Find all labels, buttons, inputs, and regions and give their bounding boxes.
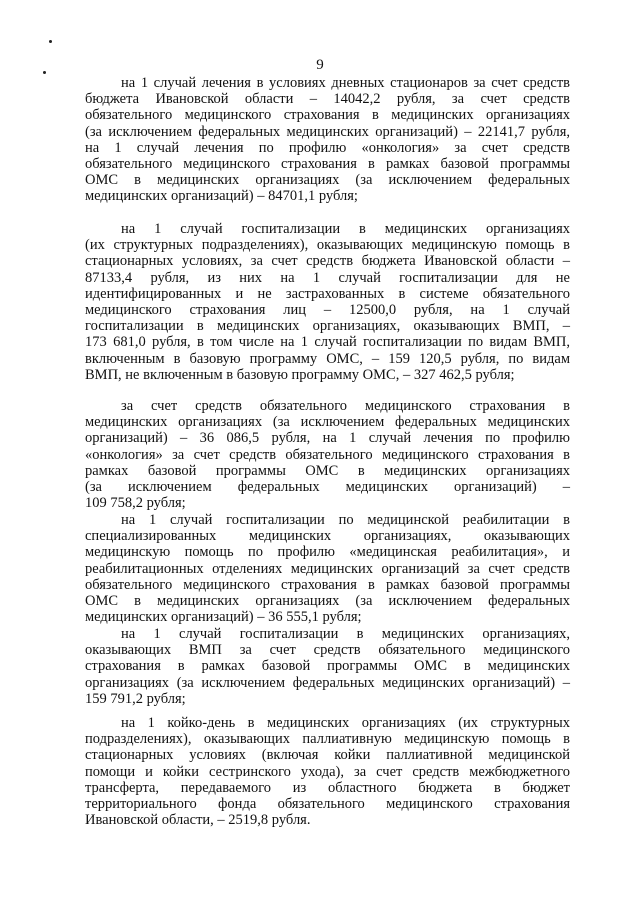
paragraph-line: (за исключением федеральных медицинских организаций) – — [85, 478, 570, 495]
paragraph-line: стационарных условиях (включая койки паллиативной медицинской — [85, 747, 570, 764]
paragraph-line: 159 791,2 рубля; — [85, 690, 186, 707]
paragraph-line: обязательного медицинского страхования в рамках базовой программы — [85, 155, 570, 172]
paragraph-line: медицинскую помощь по профилю «медицинская реабилитация», и — [85, 544, 570, 561]
paragraph-line: реабилитационных отделениях медицинских организаций за счет средств — [85, 560, 570, 577]
paragraph-line: на 1 случай лечения по профилю «онкология» за счет средств — [85, 139, 570, 156]
paragraph-line: на 1 случай лечения в условиях дневных стационаров за счет средств — [121, 75, 570, 91]
paragraph-line: за счет средств обязательного медицинского страхования в — [121, 398, 570, 414]
paragraph-line: медицинского страхования лиц – 12500,0 рубля, на 1 случай — [85, 301, 570, 318]
paragraph-line: стационарных условиях, за счет средств бюджета Ивановской области – — [85, 253, 570, 270]
paragraph — [85, 715, 570, 828]
paragraph-line: подразделениях), оказывающих паллиативную медицинскую помощь в — [85, 731, 570, 748]
paragraph — [85, 221, 570, 383]
paragraph-line: (их структурных подразделениях), оказывающих медицинскую помощь в — [85, 237, 570, 254]
paragraph-line: 109 758,2 рубля; — [85, 495, 186, 512]
page-number: 9 — [316, 57, 324, 73]
paragraph-line: медицинских организаций) – 36 555,1 рубля; — [85, 609, 362, 626]
scan-speck — [49, 40, 52, 43]
paragraph-line: бюджета Ивановской области – 14042,2 рубля, за счет средств — [85, 91, 570, 108]
paragraph-line: медицинских организациях (за исключением федеральных медицинских — [85, 414, 570, 431]
paragraph-line: организациях (за исключением федеральных медицинских организаций) – — [85, 674, 570, 691]
paragraph — [85, 398, 570, 511]
paragraph-line: страхования в рамках базовой программы ОМС в медицинских — [85, 658, 570, 675]
paragraph-line: ОМС в медицинских организациях (за исключением федеральных — [85, 592, 570, 609]
paragraph-line: трансферта, передаваемого из областного бюджета в бюджет — [85, 779, 570, 796]
paragraph-line: специализированных медицинских организациях, оказывающих — [85, 528, 570, 545]
paragraph — [85, 512, 570, 625]
paragraph-line: оказывающих ВМП за счет средств обязательного медицинского — [85, 642, 570, 659]
paragraph-line: 173 681,0 рубля, в том числе на 1 случай госпитализации по видам ВМП, — [85, 334, 570, 351]
paragraph-line: организаций) – 36 086,5 рубля, на 1 случай лечения по профилю — [85, 430, 570, 447]
paragraph-line: ОМС в медицинских организациях (за исключением федеральных — [85, 172, 570, 189]
paragraph-line: госпитализации в медицинских организациях, оказывающих ВМП, – — [85, 318, 570, 335]
paragraph-line: на 1 случай госпитализации в медицинских организациях, — [121, 626, 570, 642]
paragraph-line: на 1 случай госпитализации по медицинской реабилитации в — [121, 512, 570, 528]
paragraph-line: 87133,4 рубля, из них на 1 случай госпитализации для не — [85, 269, 570, 286]
paragraph-line: рамках базовой программы ОМС в медицинских организациях — [85, 462, 570, 479]
paragraph-line: территориального фонда обязательного медицинского страхования — [85, 795, 570, 812]
paragraph — [85, 75, 570, 205]
paragraph-line: включенным в базовую программу ОМС, – 159 120,5 рубля, по видам — [85, 350, 570, 367]
paragraph-line: обязательного медицинского страхования в рамках базовой программы — [85, 576, 570, 593]
paragraph-line: «онкология» за счет средств обязательного медицинского страхования в — [85, 446, 570, 463]
paragraph — [85, 626, 570, 707]
paragraph-line: медицинских организаций) – 84701,1 рубля; — [85, 188, 358, 205]
paragraph-line: идентифицированных и не застрахованных в системе обязательного — [85, 285, 570, 302]
paragraph-line: на 1 койко-день в медицинских организациях (их структурных — [121, 715, 570, 731]
paragraph-line: помощи и койки сестринского ухода), за счет средств межбюджетного — [85, 763, 570, 780]
paragraph-line: ВМП, не включенным в базовую программу ОМС, – 327 462,5 рубля; — [85, 366, 515, 383]
paragraph-line: Ивановской области, – 2519,8 рубля. — [85, 812, 311, 829]
paragraph-line: обязательного медицинского страхования в медицинских организациях — [85, 107, 570, 124]
paragraph-line: (за исключением федеральных медицинских организаций) – 22141,7 рубля, — [85, 123, 570, 140]
paragraph-line: на 1 случай госпитализации в медицинских организациях — [121, 221, 570, 237]
